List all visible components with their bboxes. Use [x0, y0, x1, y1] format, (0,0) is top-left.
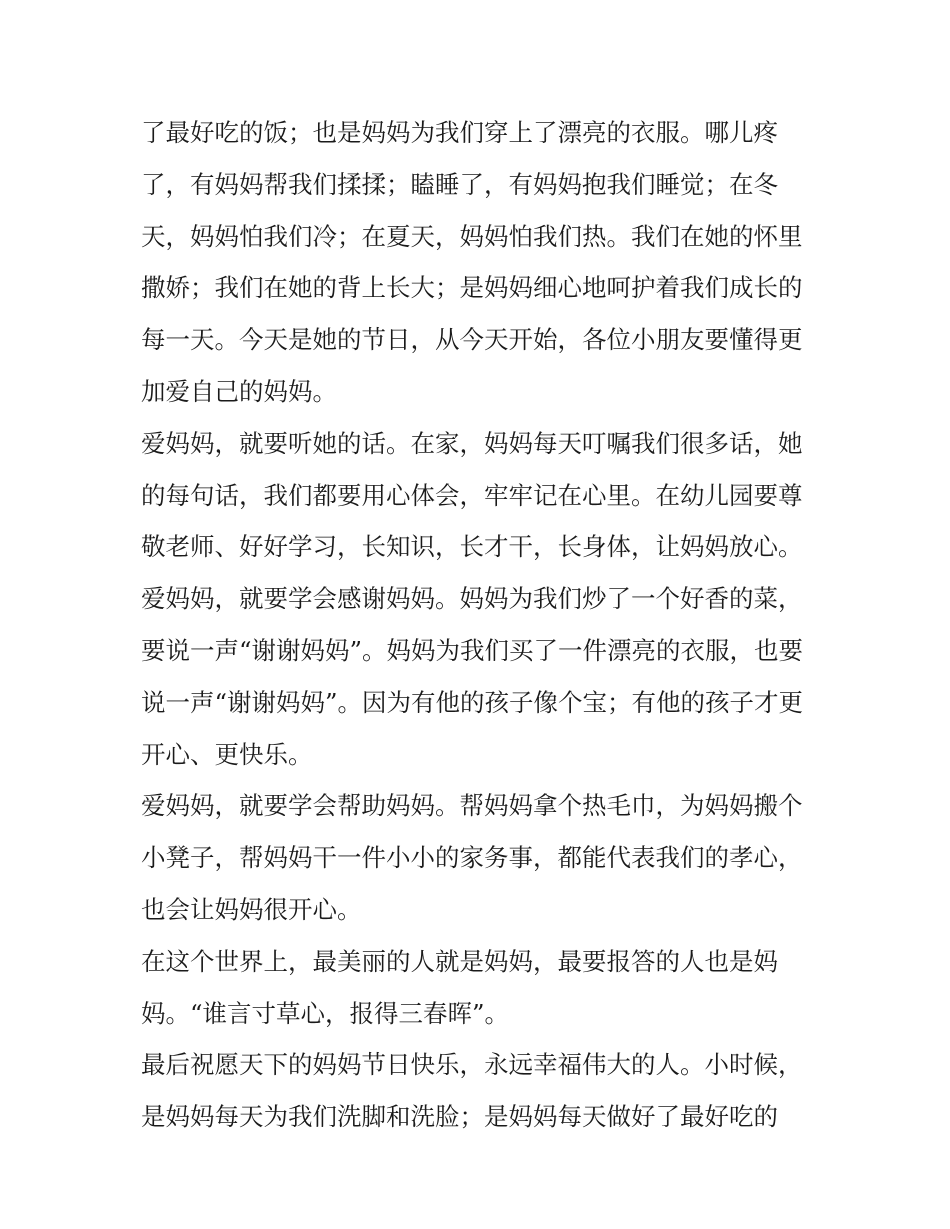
text-line: 爱妈妈，就要听她的话。在家，妈妈每天叮嘱我们很多话，她	[141, 428, 803, 458]
text-line: 的每句话，我们都要用心体会，牢牢记在心里。在幼儿园要尊	[141, 480, 803, 510]
text-line: 是妈妈每天为我们洗脚和洗脸；是妈妈每天做好了最好吃的	[141, 1102, 778, 1132]
text-line: 开心、更快乐。	[141, 739, 313, 769]
text-line: 撒娇；我们在她的背上长大；是妈妈细心地呵护着我们成长的	[141, 273, 803, 303]
text-line: 了，有妈妈帮我们揉揉；瞌睡了，有妈妈抱我们睡觉；在冬	[141, 169, 778, 199]
text-line: 每一天。今天是她的节日，从今天开始，各位小朋友要懂得更	[141, 325, 803, 355]
text-line: 也会让妈妈很开心。	[141, 894, 362, 924]
document-body	[141, 107, 821, 1143]
text-line: 在这个世界上，最美丽的人就是妈妈，最要报答的人也是妈	[141, 946, 778, 976]
text-line: 加爱自己的妈妈。	[141, 376, 337, 406]
text-line: 要说一声“谢谢妈妈”。妈妈为我们买了一件漂亮的衣服，也要	[141, 635, 804, 665]
text-line: 说一声“谢谢妈妈”。因为有他的孩子像个宝；有他的孩子才更	[141, 687, 804, 717]
text-line: 了最好吃的饭；也是妈妈为我们穿上了漂亮的衣服。哪儿疼	[141, 118, 778, 147]
text-line: 妈。“谁言寸草心，报得三春晖”。	[141, 998, 510, 1028]
text-line: 小凳子，帮妈妈干一件小小的家务事，都能代表我们的孝心，	[141, 843, 803, 873]
text-line: 敬老师、好好学习，长知识，长才干，长身体，让妈妈放心。	[141, 532, 803, 562]
text-line: 最后祝愿天下的妈妈节日快乐，永远幸福伟大的人。小时候，	[141, 1050, 803, 1080]
text-line: 爱妈妈，就要学会帮助妈妈。帮妈妈拿个热毛巾，为妈妈搬个	[141, 791, 803, 821]
text-line: 爱妈妈，就要学会感谢妈妈。妈妈为我们炒了一个好香的菜，	[141, 584, 803, 614]
text-line: 天，妈妈怕我们冷；在夏天，妈妈怕我们热。我们在她的怀里	[141, 221, 803, 251]
